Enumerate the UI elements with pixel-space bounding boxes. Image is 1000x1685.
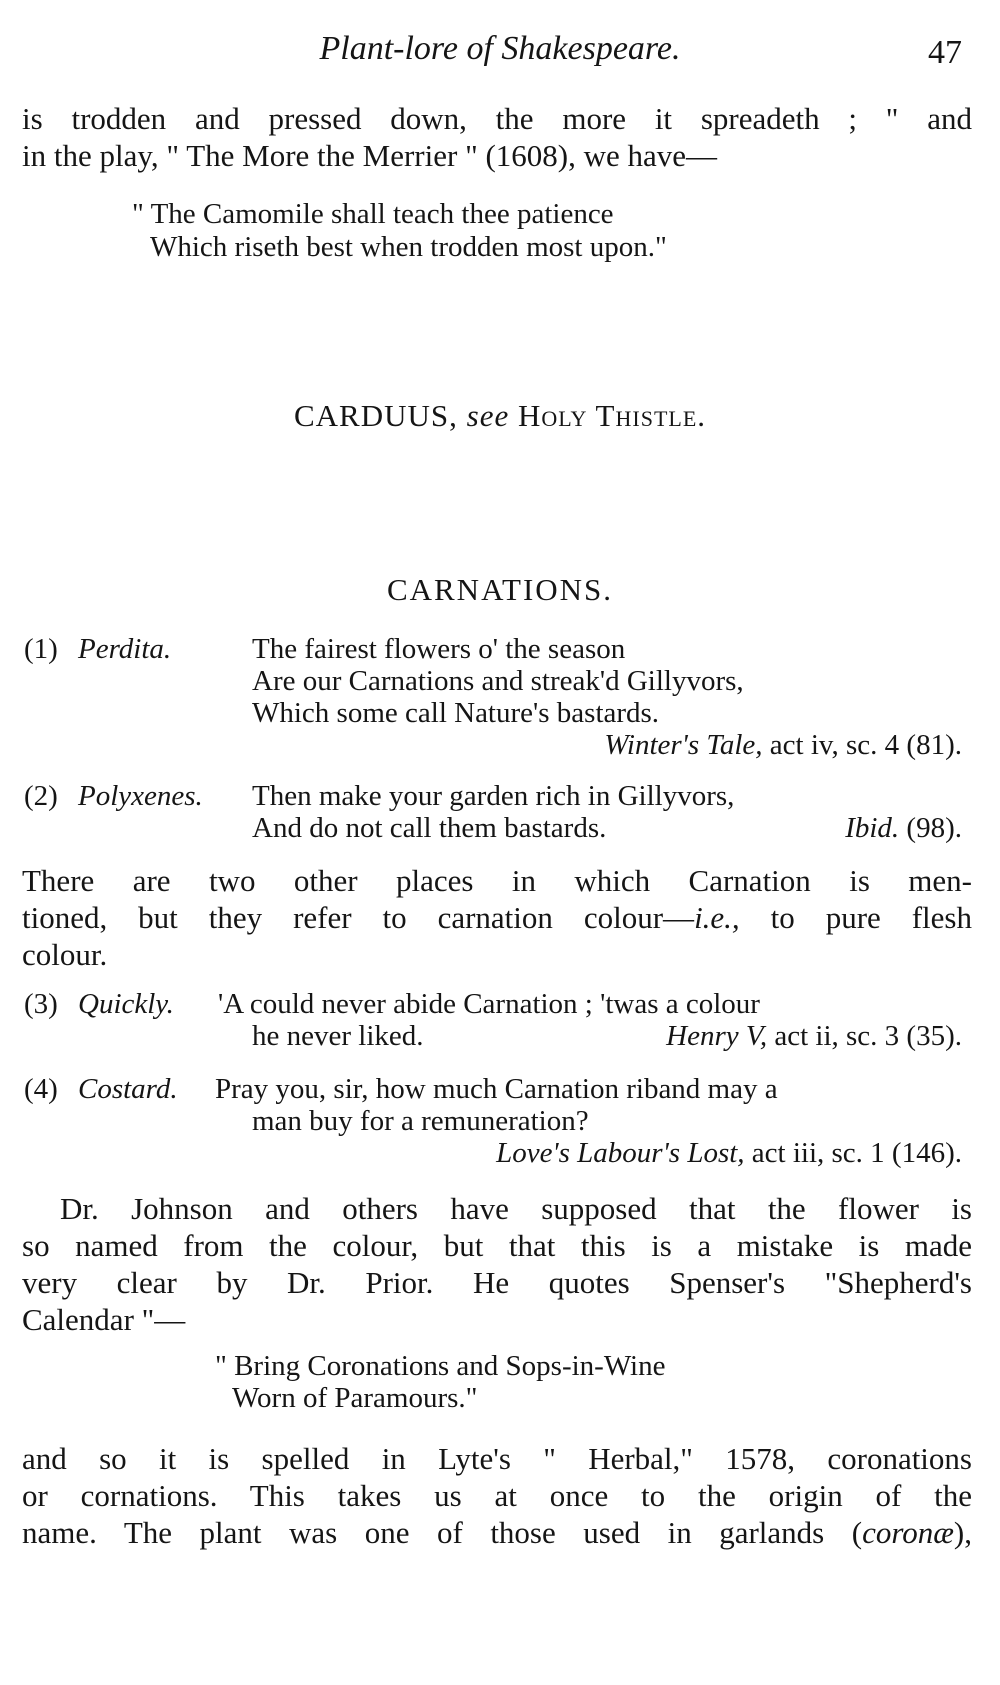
text-run: tioned, but they refer to carnation colour— — [22, 900, 695, 935]
text-run: name. The plant was one of those used in garlands ( — [22, 1515, 863, 1550]
carduus-heading — [0, 398, 1000, 434]
quote-citation — [496, 1137, 962, 1170]
quote-line: Then make your garden rich in Gillyvors, — [252, 780, 735, 812]
quote-line: The fairest flowers o' the season — [252, 633, 626, 665]
paragraph-2 — [22, 862, 972, 973]
paragraph-line: colour. — [22, 937, 108, 972]
citation-reference: (98). — [906, 812, 962, 844]
quote-speaker: Costard. — [78, 1073, 178, 1105]
citation-title: Love's Labour's Lost, — [496, 1137, 745, 1169]
quote-speaker: Quickly. — [78, 988, 174, 1020]
running-title: Plant-lore of Shakespeare. — [319, 30, 681, 67]
paragraph-3 — [22, 1190, 972, 1338]
quote-citation — [845, 812, 962, 845]
quote-camomile-line-2: Which riseth best when trodden most upon." — [150, 231, 667, 263]
paragraph-line: very clear by Dr. Prior. He quotes Spenser's "Shepherd's — [22, 1265, 972, 1300]
quote-citation — [666, 1020, 962, 1053]
quote-line: 'A could never abide Carnation ; 'twas a colour — [218, 988, 760, 1020]
quote-citation — [604, 729, 962, 762]
paragraph-line — [22, 1514, 972, 1551]
carduus-title: CARDUUS, — [293, 398, 458, 433]
text-run: ), — [953, 1515, 972, 1550]
text-run-italic: coronæ — [862, 1515, 954, 1550]
quote-number: (2) — [24, 780, 58, 812]
quote-line: Which some call Nature's bastards. — [252, 697, 660, 729]
quote-number: (4) — [24, 1073, 58, 1105]
text-run-italic: i.e., — [694, 900, 740, 935]
quote-line: Pray you, sir, how much Carnation riband may a — [215, 1073, 778, 1105]
section-heading: CARNATIONS. — [386, 572, 614, 607]
citation-title: Ibid. — [845, 812, 900, 844]
text-run: to pure flesh — [739, 900, 972, 935]
paragraph-line: so named from the colour, but that this is a mistake is made — [22, 1228, 972, 1263]
paragraph-line: is trodden and pressed down, the more it spreadeth ; " and — [22, 101, 972, 136]
paragraph-4 — [22, 1440, 972, 1551]
paragraph-line: Calendar "— — [22, 1302, 186, 1337]
quote-speaker: Polyxenes. — [78, 780, 203, 812]
quote-spenser-line-2: Worn of Paramours." — [232, 1382, 478, 1414]
citation-title: Henry V, — [666, 1020, 768, 1052]
quote-line: Are our Carnations and streak'd Gillyvors, — [252, 665, 744, 697]
quote-camomile-line-1: " The Camomile shall teach thee patience — [132, 198, 614, 230]
citation-reference: act iv, sc. 4 (81). — [769, 729, 962, 761]
quote-number: (1) — [24, 633, 58, 665]
paragraph-line: and so it is spelled in Lyte's " Herbal," 1578, coronations — [22, 1441, 972, 1476]
paragraph-line — [22, 899, 972, 936]
quote-spenser-line-1: " Bring Coronations and Sops-in-Wine — [215, 1350, 666, 1382]
paragraph-line: in the play, " The More the Merrier " (1608), we have— — [22, 138, 718, 173]
quote-line: And do not call them bastards. — [252, 812, 607, 844]
quote-number: (3) — [24, 988, 58, 1020]
paragraph-1 — [22, 100, 972, 174]
citation-reference: act ii, sc. 3 (35). — [774, 1020, 962, 1052]
carduus-see: see — [466, 398, 510, 433]
page-number: 47 — [928, 34, 962, 71]
quote-line: he never liked. — [252, 1020, 424, 1052]
quote-speaker: Perdita. — [78, 633, 172, 665]
quote-line: man buy for a remuneration? — [252, 1105, 589, 1137]
carduus-reference: Holy Thistle. — [517, 398, 707, 433]
paragraph-line: or cornations. This takes us at once to the origin of the — [22, 1478, 972, 1513]
citation-title: Winter's Tale, — [604, 729, 763, 761]
paragraph-line: Dr. Johnson and others have supposed that the flower is — [60, 1191, 972, 1226]
paragraph-line: There are two other places in which Carnation is men- — [22, 863, 972, 898]
citation-reference: act iii, sc. 1 (146). — [751, 1137, 962, 1169]
